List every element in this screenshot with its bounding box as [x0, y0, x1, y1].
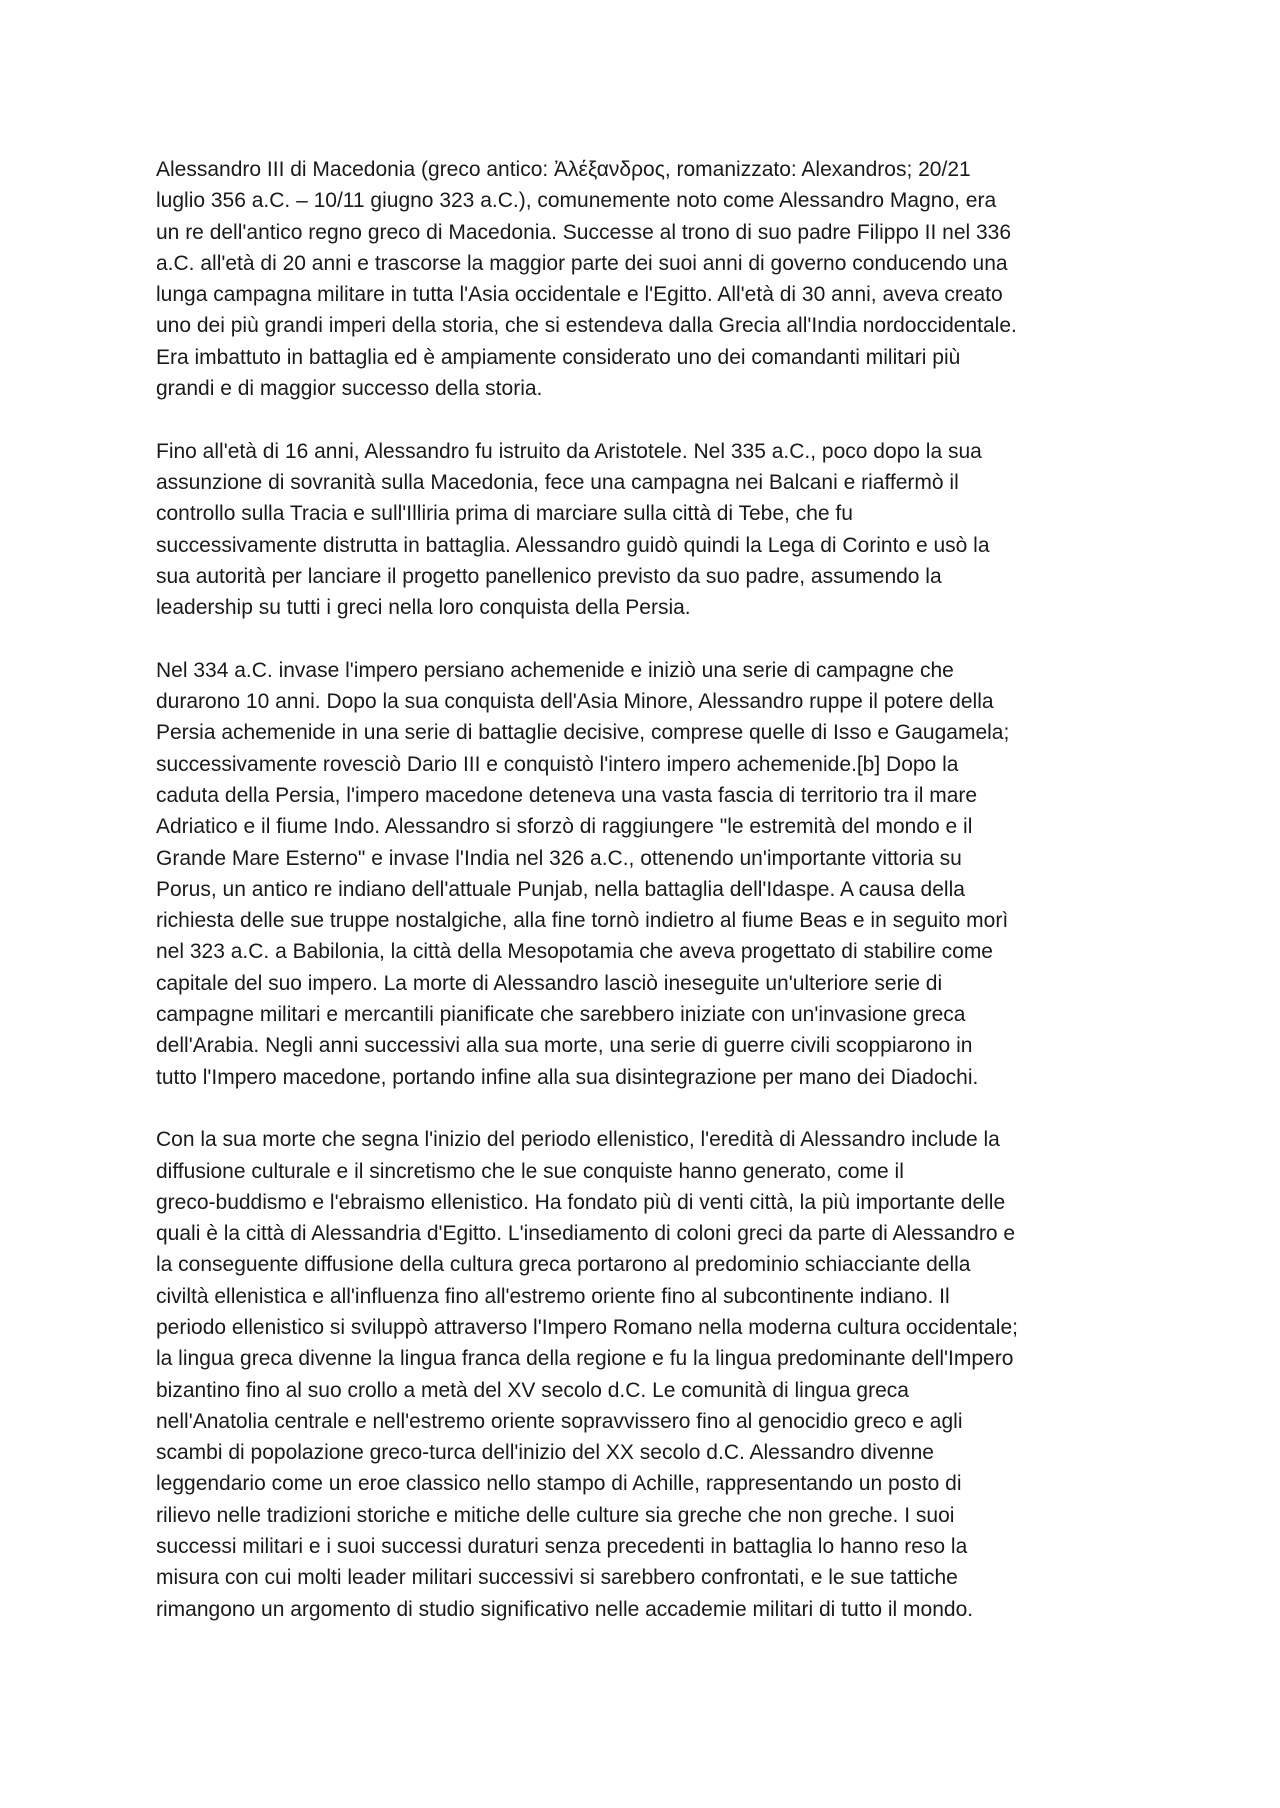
paragraph-1: Alessandro III di Macedonia (greco antico: Ἀλέξανδρος, romanizzato: Alexandros; 20/21 luglio 356 a.C. – 10/11 giugno 323 a.C.), comunemente noto come Alessandro Magno, era un re dell'antico regno greco di Macedonia. Successe al trono di suo padre Filippo II nel 336 a.C. all'età di 20 anni e trascorse la maggior parte dei suoi anni di governo conducendo una lunga campagna militare in tutta l'Asia occidentale e l'Egitto. All'età di 30 anni, aveva creato uno dei più grandi imperi della storia, che si estendeva dalla Grecia all'India nordoccidentale. Era imbattuto in battaglia ed è ampiamente considerato uno dei comandanti militari più grandi e di maggior successo della storia.: [156, 158, 1017, 401]
paragraph-2: Fino all'età di 16 anni, Alessandro fu istruito da Aristotele. Nel 335 a.C., poco dopo la sua assunzione di sovranità sulla Macedonia, fece una campagna nei Balcani e riaffermò il controllo sulla Tracia e sull'Illiria prima di marciare sulla città di Tebe, che fu successivamente distrutta in battaglia. Alessandro guidò quindi la Lega di Corinto e usò la sua autorità per lanciare il progetto panellenico previsto da suo padre, assumendo la leadership su tutti i greci nella loro conquista della Persia.: [156, 439, 990, 620]
document-body: [156, 154, 1136, 1656]
paragraph-3: Nel 334 a.C. invase l'impero persiano achemenide e iniziò una serie di campagne che durarono 10 anni. Dopo la sua conquista dell'Asia Minore, Alessandro ruppe il potere della Persia achemenide in una serie di battaglie decisive, comprese quelle di Isso e Gaugamela; successivamente rovesciò Dario III e conquistò l'intero impero achemenide.[b] Dopo la caduta della Persia, l'impero macedone deteneva una vasta fascia di territorio tra il mare Adriatico e il fiume Indo. Alessandro si sforzò di raggiungere "le estremità del mondo e il Grande Mare Esterno" e invase l'India nel 326 a.C., ottenendo un'importante vittoria su Porus, un antico re indiano dell'attuale Punjab, nella battaglia dell'Idaspe. A causa della richiesta delle sue truppe nostalgiche, alla fine tornò indietro al fiume Beas e in seguito morì nel 323 a.C. a Babilonia, la città della Mesopotamia che aveva progettato di stabilire come capitale del suo impero. La morte di Alessandro lasciò ineseguite un'ulteriore serie di campagne militari e mercantili pianificate che sarebbero iniziate con un'invasione greca dell'Arabia. Negli anni successivi alla sua morte, una serie di guerre civili scoppiarono in tutto l'Impero macedone, portando infine alla sua disintegrazione per mano dei Diadochi.: [156, 658, 1010, 1089]
paragraph-4: Con la sua morte che segna l'inizio del periodo ellenistico, l'eredità di Alessandro include la diffusione culturale e il sincretismo che le sue conquiste hanno generato, come il greco-buddismo e l'ebraismo ellenistico. Ha fondato più di venti città, la più importante delle quali è la città di Alessandria d'Egitto. L'insediamento di coloni greci da parte di Alessandro e la conseguente diffusione della cultura greca portarono al predominio schiacciante della civiltà ellenistica e all'influenza fino all'estremo oriente fino al subcontinente indiano. Il periodo ellenistico si sviluppò attraverso l'Impero Romano nella moderna cultura occidentale; la lingua greca divenne la lingua franca della regione e fu la lingua predominante dell'Impero bizantino fino al suo crollo a metà del XV secolo d.C. Le comunità di lingua greca nell'Anatolia centrale e nell'estremo oriente sopravvissero fino al genocidio greco e agli scambi di popolazione greco-turca dell'inizio del XX secolo d.C. Alessandro divenne leggendario come un eroe classico nello stampo di Achille, rappresentando un posto di rilievo nelle tradizioni storiche e mitiche delle culture sia greche che non greche. I suoi successi militari e i suoi successi duraturi senza precedenti in battaglia lo hanno reso la misura con cui molti leader militari successivi si sarebbero confrontati, e le sue tattiche rimangono un argomento di studio significativo nelle accademie militari di tutto il mondo.: [156, 1128, 1018, 1621]
